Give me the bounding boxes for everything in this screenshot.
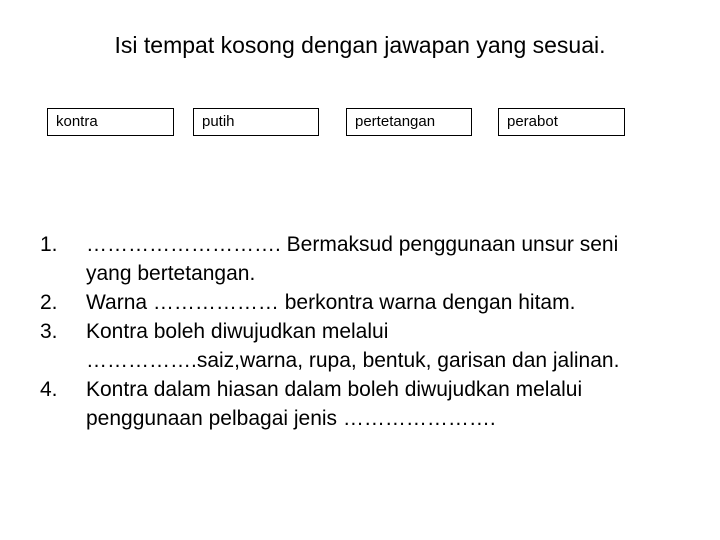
question-number: 2. — [40, 291, 58, 314]
question-number: 4. — [40, 378, 58, 401]
question-text-line: Warna ……………… berkontra warna dengan hitam. — [86, 291, 576, 314]
word-bank-box-kontra: kontra — [47, 108, 174, 136]
question-text-line: Kontra boleh diwujudkan melalui — [86, 320, 389, 343]
question-number: 3. — [40, 320, 58, 343]
question-text-line: penggunaan pelbagai jenis …………………. — [86, 407, 496, 430]
question-number: 1. — [40, 233, 58, 256]
question-item-4 — [40, 375, 710, 433]
question-text-line: ………………………. Bermaksud penggunaan unsur seni — [86, 233, 619, 256]
instruction-title: Isi tempat kosong dengan jawapan yang sesuai. — [114, 32, 606, 58]
question-text-line: …………….saiz,warna, rupa, bentuk, garisan dan jalinan. — [86, 349, 620, 372]
question-item-2 — [40, 288, 710, 317]
question-item-1 — [40, 230, 710, 288]
word-bank-box-perabot: perabot — [498, 108, 625, 136]
word-bank-box-putih: putih — [193, 108, 319, 136]
word-bank-box-pertetangan: pertetangan — [346, 108, 472, 136]
question-item-3 — [40, 317, 710, 375]
question-list — [40, 230, 710, 433]
question-text-line: yang bertetangan. — [86, 262, 256, 285]
question-text-line: Kontra dalam hiasan dalam boleh diwujudkan melalui — [86, 378, 583, 401]
